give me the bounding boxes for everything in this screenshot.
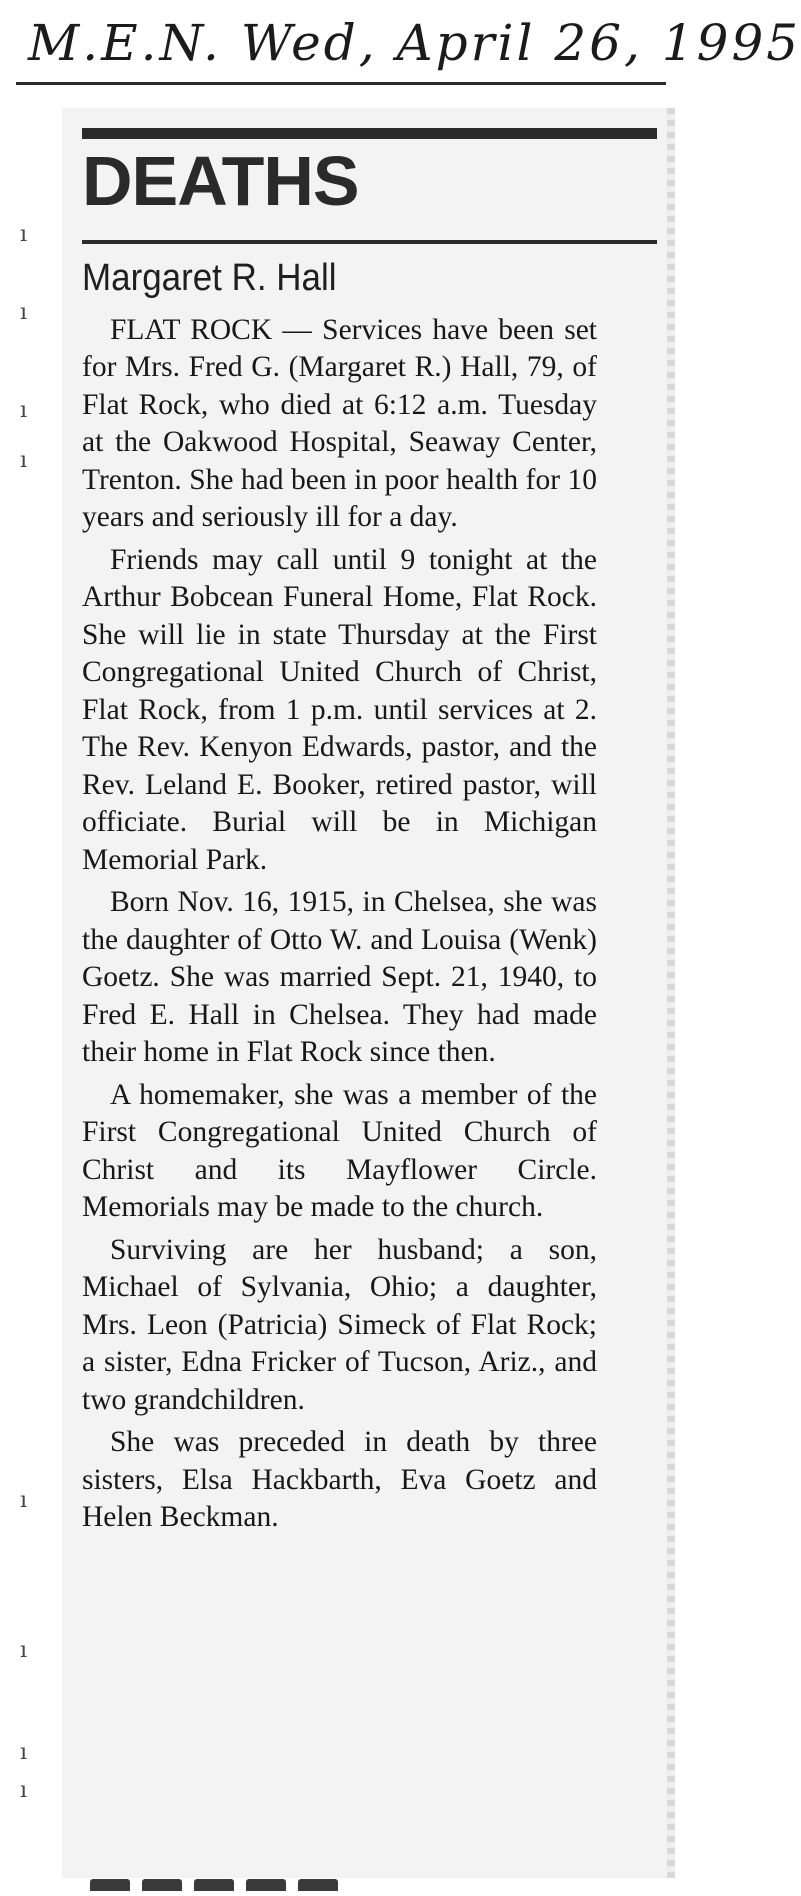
obituary-paragraph: Born Nov. 16, 1915, in Chelsea, she was the daughter of Otto W. and Louisa (Wenk) Goetz. She was married Sept. 21, 1940, to Fred E. Hall in Chelsea. They had made their home in Flat Rock since then. [82,886,597,1069]
margin-mark: ı [20,398,28,423]
note-underline [16,82,666,85]
cut-off-next-headline [90,1872,390,1891]
margin-mark: ı [20,1778,28,1803]
margin-mark: ı [20,300,28,325]
margin-mark: ı [20,1740,28,1765]
margin-mark: ı [20,1638,28,1663]
obituary-paragraph: She was preceded in death by three sisters, Elsa Hackbarth, Eva Goetz and Helen Beckman. [82,1426,597,1534]
obituary-paragraph: Friends may call until 9 tonight at the Arthur Bobcean Funeral Home, Flat Rock. She will lie in state Thursday at the First Congregational United Church of Christ, Flat Rock, from 1 p.m. until services at 2. The Rev. Kenyon Edwards, pastor, and the Rev. Leland E. Booker, retired pastor, will officiate. Burial will be in Michigan Memorial Park. [82,543,597,876]
obituary-paragraph: FLAT ROCK — Services have been set for Mrs. Fred G. (Margaret R.) Hall, 79, of Flat Rock, who died at 6:12 a.m. Tuesday at the Oakwood Hospital, Seaway Center, Trenton. She had been in poor health for 10 years and seriously ill for a day. [82,313,597,534]
obituary-name: Margaret R. Hall [82,257,337,299]
left-margin-marks [0,0,40,1891]
obituary-paragraph: Surviving are her husband; a son, Michael of Sylvania, Ohio; a daughter, Mrs. Leon (Patricia) Simeck of Flat Rock; a sister, Edna Fricker of Tucson, Ariz., and two grandchildren. [82,1233,597,1416]
margin-mark: ı [20,222,28,247]
newspaper-clipping [62,108,667,1878]
margin-mark: ı [20,448,28,473]
top-rule [82,128,657,139]
handwritten-date-note: M.E.N. Wed, April 26, 1995 [28,14,801,72]
section-rule [82,240,657,244]
margin-mark: ı [20,1488,28,1513]
section-heading: DEATHS [82,142,359,220]
obituary-article [82,258,597,1542]
obituary-paragraph: A homemaker, she was a member of the First Congregational United Church of Christ and its Mayflower Circle. Memorials may be made to the church. [82,1078,597,1224]
